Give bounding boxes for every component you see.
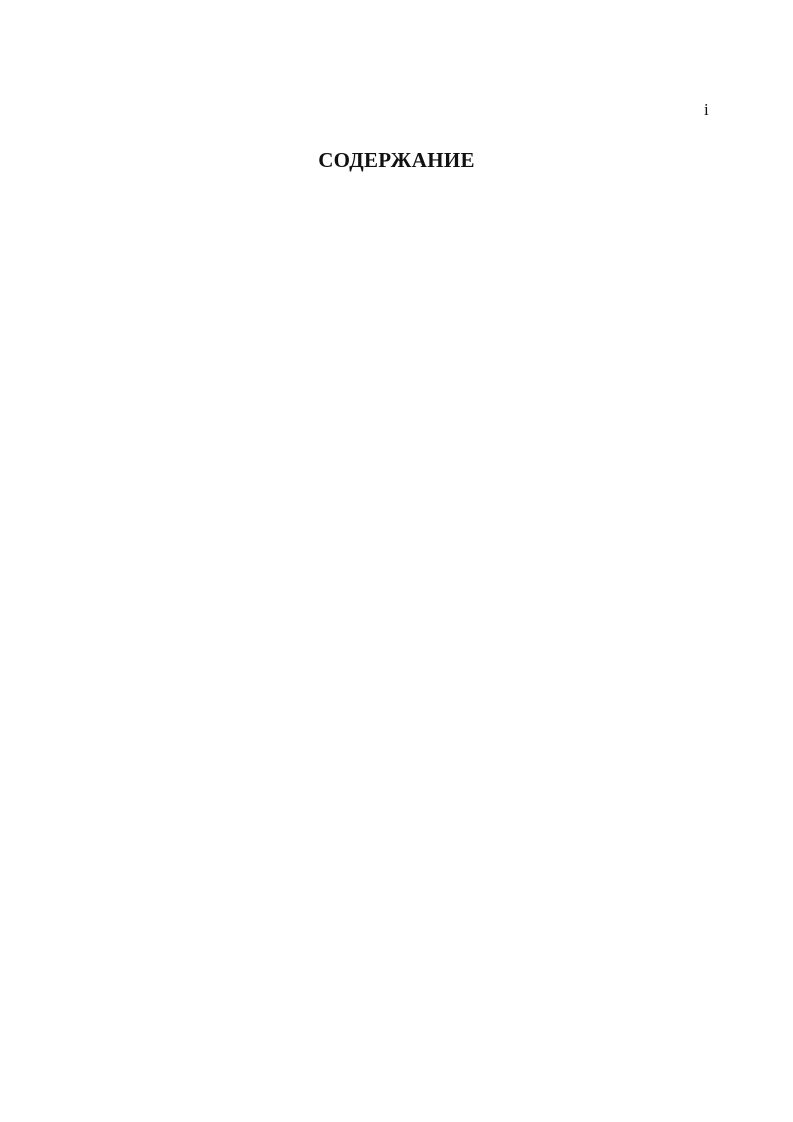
page-number: i (704, 100, 709, 119)
page-title: СОДЕРЖАНИЕ (318, 148, 475, 172)
